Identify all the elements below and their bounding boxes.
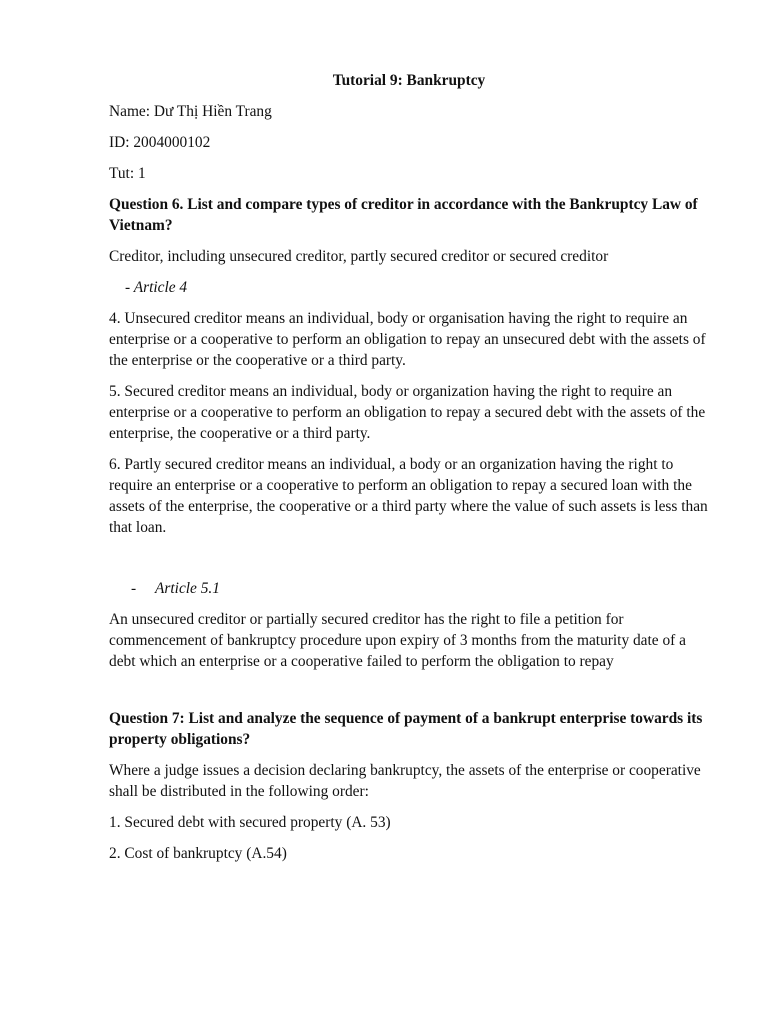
student-name: Name: Dư Thị Hiền Trang: [109, 103, 272, 120]
tutorial-number: Tut: 1: [109, 165, 146, 182]
document-page: [109, 70, 709, 874]
question-7-heading: Question 7: List and analyze the sequence of payment of a bankrupt enterprise towards its property obligations?: [109, 710, 703, 748]
payment-order-item-1: 1. Secured debt with secured property (A. 53): [109, 814, 391, 831]
article-4-item-5: 5. Secured creditor means an individual, body or organization having the right to require an enterprise or a cooperative to perform an obligation to repay a secured debt with the assets of the enterprise, the cooperative or a third party.: [109, 383, 706, 442]
question-6-intro: Creditor, including unsecured creditor, partly secured creditor or secured creditor: [109, 248, 609, 265]
article-5-1-title: Article 5.1: [155, 580, 220, 597]
bullet-dash: -: [131, 580, 137, 597]
student-id: ID: 2004000102: [109, 134, 211, 151]
payment-order-item-2: 2. Cost of bankruptcy (A.54): [109, 845, 287, 862]
document-title: Tutorial 9: Bankruptcy: [332, 72, 486, 89]
question-7-intro: Where a judge issues a decision declaring bankruptcy, the assets of the enterprise or cooperative shall be distributed in the following order:: [109, 762, 701, 800]
article-5-1-text: An unsecured creditor or partially secured creditor has the right to file a petition for commencement of bankruptcy procedure upon expiry of 3 months from the maturity date of a debt which an enterprise or a cooperative failed to perform the obligation to repay: [109, 611, 686, 670]
question-6-heading: Question 6. List and compare types of creditor in accordance with the Bankruptcy Law of Vietnam?: [109, 196, 698, 234]
spacer: [109, 682, 709, 708]
spacer: [109, 548, 709, 578]
article-4-label: - Article 4: [125, 279, 188, 296]
article-4-item-6: 6. Partly secured creditor means an individual, a body or an organization having the right to require an enterprise or a cooperative to perform an obligation to repay a secured loan with the assets of the enterprise, the cooperative or a third party where the value of such assets is less than that loan.: [109, 456, 708, 536]
article-4-item-4: 4. Unsecured creditor means an individual, body or organisation having the right to require an enterprise or a cooperative to perform an obligation to repay an unsecured debt with the assets of the enterprise or the cooperative or a third party.: [109, 310, 706, 369]
article-5-1-label: [109, 578, 709, 599]
